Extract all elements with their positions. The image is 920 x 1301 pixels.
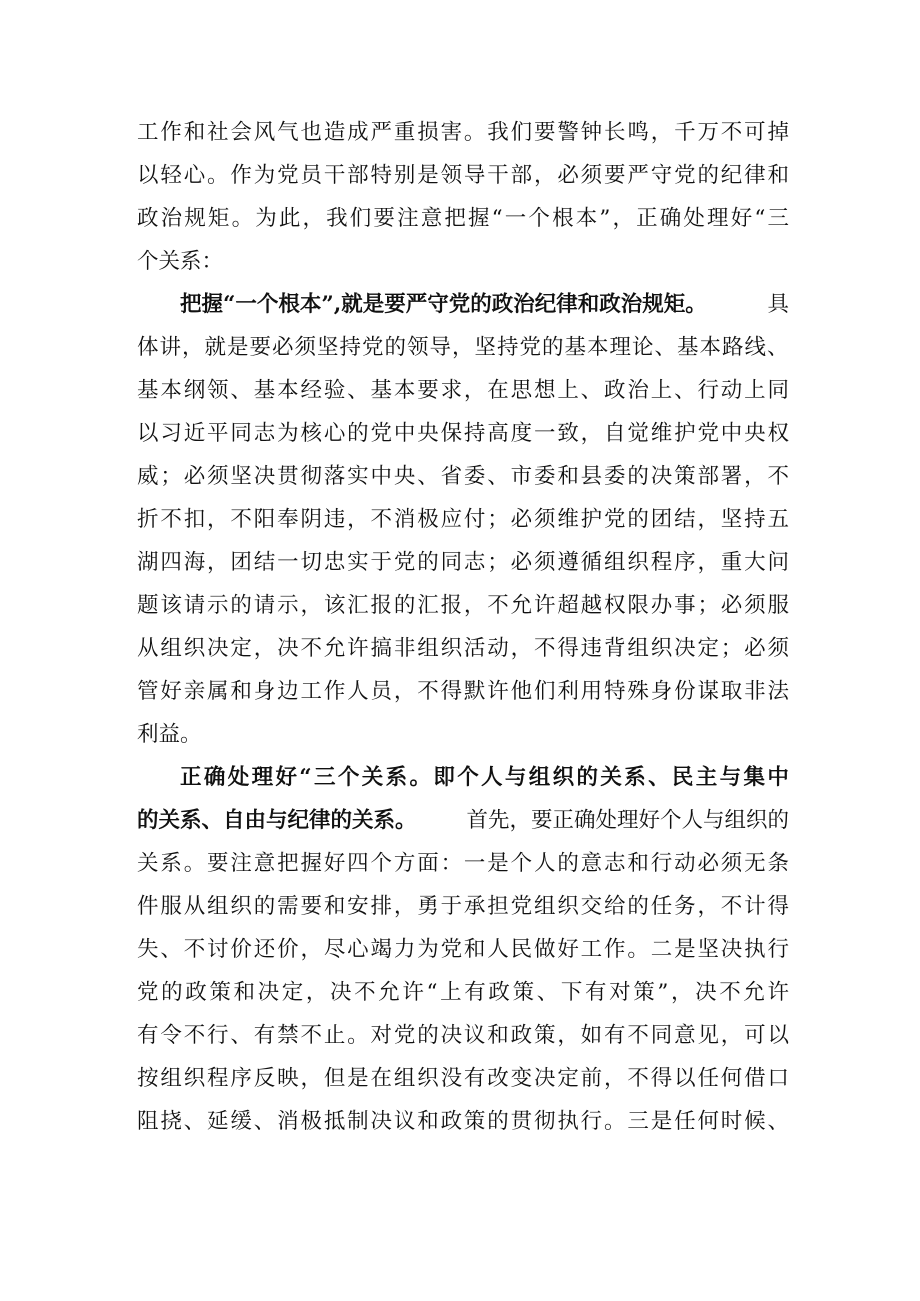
text-line [137,154,789,197]
line-text: 党的政策和决定，决不允许“上有政策、下有对策”，决不允许 [137,980,792,1005]
paragraph-heading-line [137,799,789,842]
text-line [137,498,789,541]
paragraph-heading-line [137,283,789,326]
text-line [137,541,789,584]
text-line [137,455,789,498]
line-text: 湖四海，团结一切忠实于党的同志；必须遵循组织程序，重大问 [137,550,791,575]
line-text: 威；必须坚决贯彻落实中央、省委、市委和县委的决策部署，不 [137,464,791,489]
text-line [137,369,789,412]
text-line [137,1057,789,1100]
line-text: 从组织决定，决不允许搞非组织活动，不得违背组织决定；必须 [137,636,791,661]
bold-heading: 把握“一个根本”,就是要严守党的政治纪律和政治规矩。 [180,292,707,317]
text-line [137,111,789,154]
text-line [137,627,789,670]
line-text: 题该请示的请示，该汇报的汇报，不允许超越权限办事；必须服 [137,593,791,618]
line-text: 个关系： [137,249,224,274]
text-line [137,713,789,756]
line-text: 以轻心。作为党员干部特别是领导干部，必须要严守党的纪律和 [137,163,791,188]
text-line [137,1014,789,1057]
paragraph-heading-line [137,756,792,799]
line-text: 有令不行、有禁不止。对党的决议和政策，如有不同意见，可以 [137,1023,791,1048]
text-line [137,670,789,713]
text-line [137,842,789,885]
text-line [137,971,792,1014]
line-text: 件服从组织的需要和安排，勇于承担党组织交给的任务，不计得 [137,894,791,919]
line-text: 以习近平同志为核心的党中央保持高度一致，自觉维护党中央权 [137,421,791,446]
line-text: 折不扣，不阳奉阴违，不消极应付；必须维护党的团结，坚持五 [137,507,791,532]
line-text: 基本纲领、基本经验、基本要求，在思想上、政治上、行动上同 [137,378,791,403]
text-line [137,326,789,369]
bold-heading: 正确处理好“三个关系。即个人与组织的关系、民主与集中 [180,765,792,790]
text-line [137,240,789,283]
line-text: 具 [767,292,789,317]
line-text: 阻挠、延缓、消极抵制决议和政策的贯彻执行。三是任何时候、 [137,1109,791,1134]
document-body [137,111,792,1143]
line-text: 体讲，就是要必须坚持党的领导，坚持党的基本理论、基本路线、 [137,335,790,360]
text-line [137,885,789,928]
text-line [137,928,789,971]
line-text: 政治规矩。为此，我们要注意把握“一个根本”，正确处理好“三 [137,206,792,231]
text-line [137,412,789,455]
line-text: 按组织程序反映，但是在组织没有改变决定前，不得以任何借口 [137,1066,791,1091]
line-text: 管好亲属和身边工作人员，不得默许他们利用特殊身份谋取非法 [137,679,791,704]
line-text: 失、不讨价还价，尽心竭力为党和人民做好工作。二是坚决执行 [137,937,791,962]
line-text: 工作和社会风气也造成严重损害。我们要警钟长鸣，千万不可掉 [137,120,791,145]
line-text: 关系。要注意把握好四个方面：一是个人的意志和行动必须无条 [137,851,791,876]
text-line [137,197,792,240]
line-text: 首先，要正确处理好个人与组织的 [466,808,789,833]
line-text: 利益。 [137,722,202,747]
text-line [137,584,789,627]
text-line [137,1100,789,1143]
bold-heading: 的关系、自由与纪律的关系。 [137,808,417,833]
